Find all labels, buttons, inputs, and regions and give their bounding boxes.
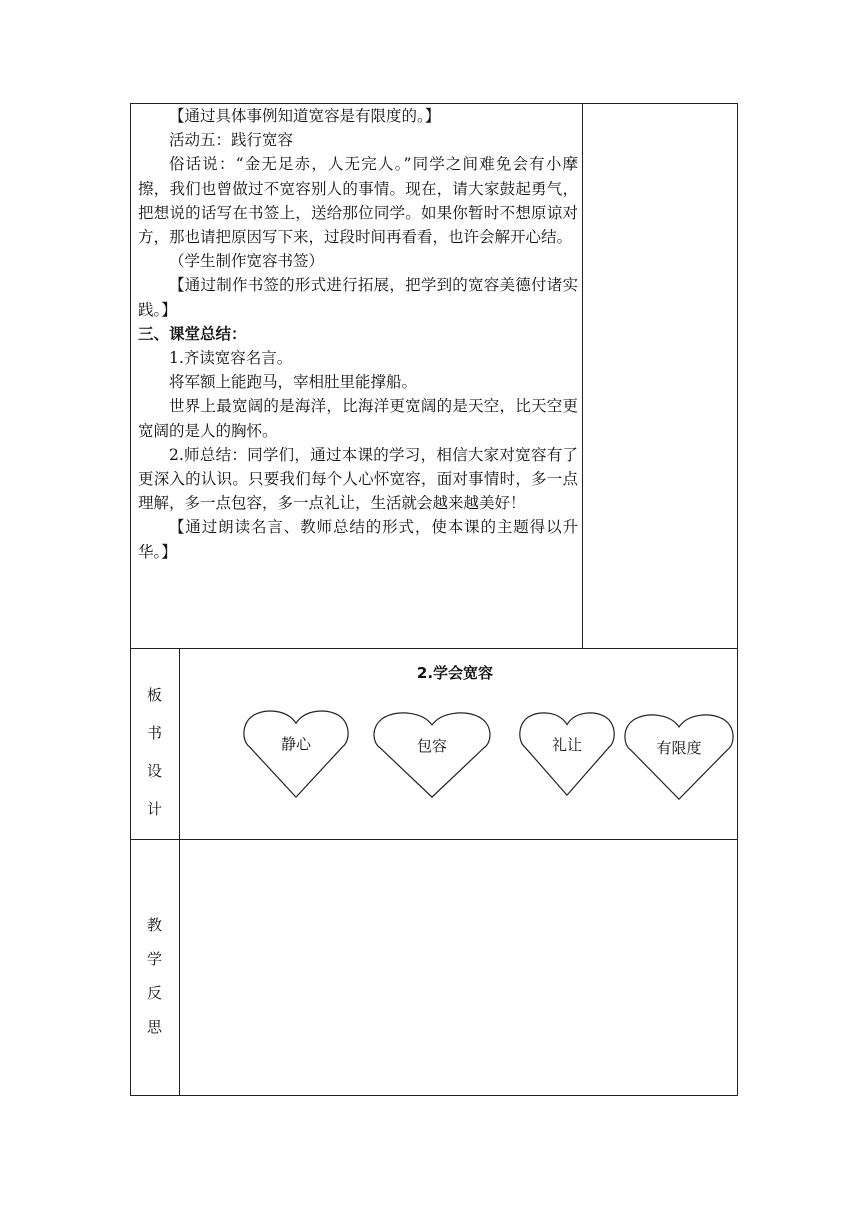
label-char: 反 [146, 984, 162, 1002]
heart-label: 包容 [416, 736, 447, 755]
lesson-paragraph: 世界上最宽阔的是海洋，比海洋更宽阔的是天空，比天空更宽阔的是人的胸怀。 [138, 397, 578, 440]
teaching-reflection-label [130, 908, 179, 1044]
lesson-text-cell [138, 104, 578, 564]
heart-label: 礼让 [551, 736, 582, 755]
row-divider-2 [130, 839, 738, 840]
lesson-paragraph: 活动五：践行宽容 [169, 131, 294, 150]
label-char: 思 [146, 1018, 162, 1036]
lesson-paragraph: （学生制作宽容书签） [169, 252, 325, 271]
lesson-paragraph: 将军额上能跑马，宰相肚里能撑船。 [169, 373, 418, 392]
content-column-divider [582, 103, 583, 649]
label-char: 学 [146, 950, 162, 968]
label-char: 教 [146, 916, 162, 934]
board-design-label [130, 676, 179, 828]
heart-shape [243, 708, 349, 798]
lesson-paragraph: 俗话说：“金无足赤，人无完人。”同学之间难免会有小摩擦，我们也曾做过不宽容别人的事情。现在，请大家鼓起勇气，把想说的话写在书签上，送给那位同学。如果你暂时不想原谅对方，那也请把原因写下来，过段时间再看看，也许会解开心结。 [138, 155, 578, 247]
table-border-bottom [130, 1095, 738, 1096]
lesson-paragraph: 2.师总结：同学们，通过本课的学习，相信大家对宽容有了更深入的认识。只要我们每个人心怀宽容，面对事情时，多一点理解，多一点包容，多一点礼让，生活就会越来越美好！ [138, 445, 578, 513]
label-char: 计 [146, 800, 162, 818]
row-divider-1 [130, 648, 738, 649]
heart-label: 有限度 [656, 738, 702, 757]
label-column-divider [179, 648, 180, 1096]
lesson-paragraph: 1.齐读宽容名言。 [169, 349, 293, 368]
heart-label: 静心 [280, 735, 311, 754]
heart-shape [519, 710, 615, 796]
heart-shape [373, 710, 491, 798]
label-char: 书 [146, 724, 162, 742]
board-title: 2.学会宽容 [416, 664, 494, 682]
label-char: 设 [146, 762, 162, 780]
lesson-paragraph: 【通过具体事例知道宽容是有限度的。】 [169, 107, 441, 125]
table-border-right [737, 103, 738, 1096]
lesson-paragraph: 【通过朗读名言、教师总结的形式，使本课的主题得以升华。】 [138, 518, 578, 561]
label-char: 板 [146, 686, 162, 704]
section-heading: 三、课堂总结： [138, 324, 247, 343]
heart-shape [624, 712, 734, 800]
lesson-paragraph: 【通过制作书签的形式进行拓展，把学到的宽容美德付诸实践。】 [138, 276, 578, 319]
